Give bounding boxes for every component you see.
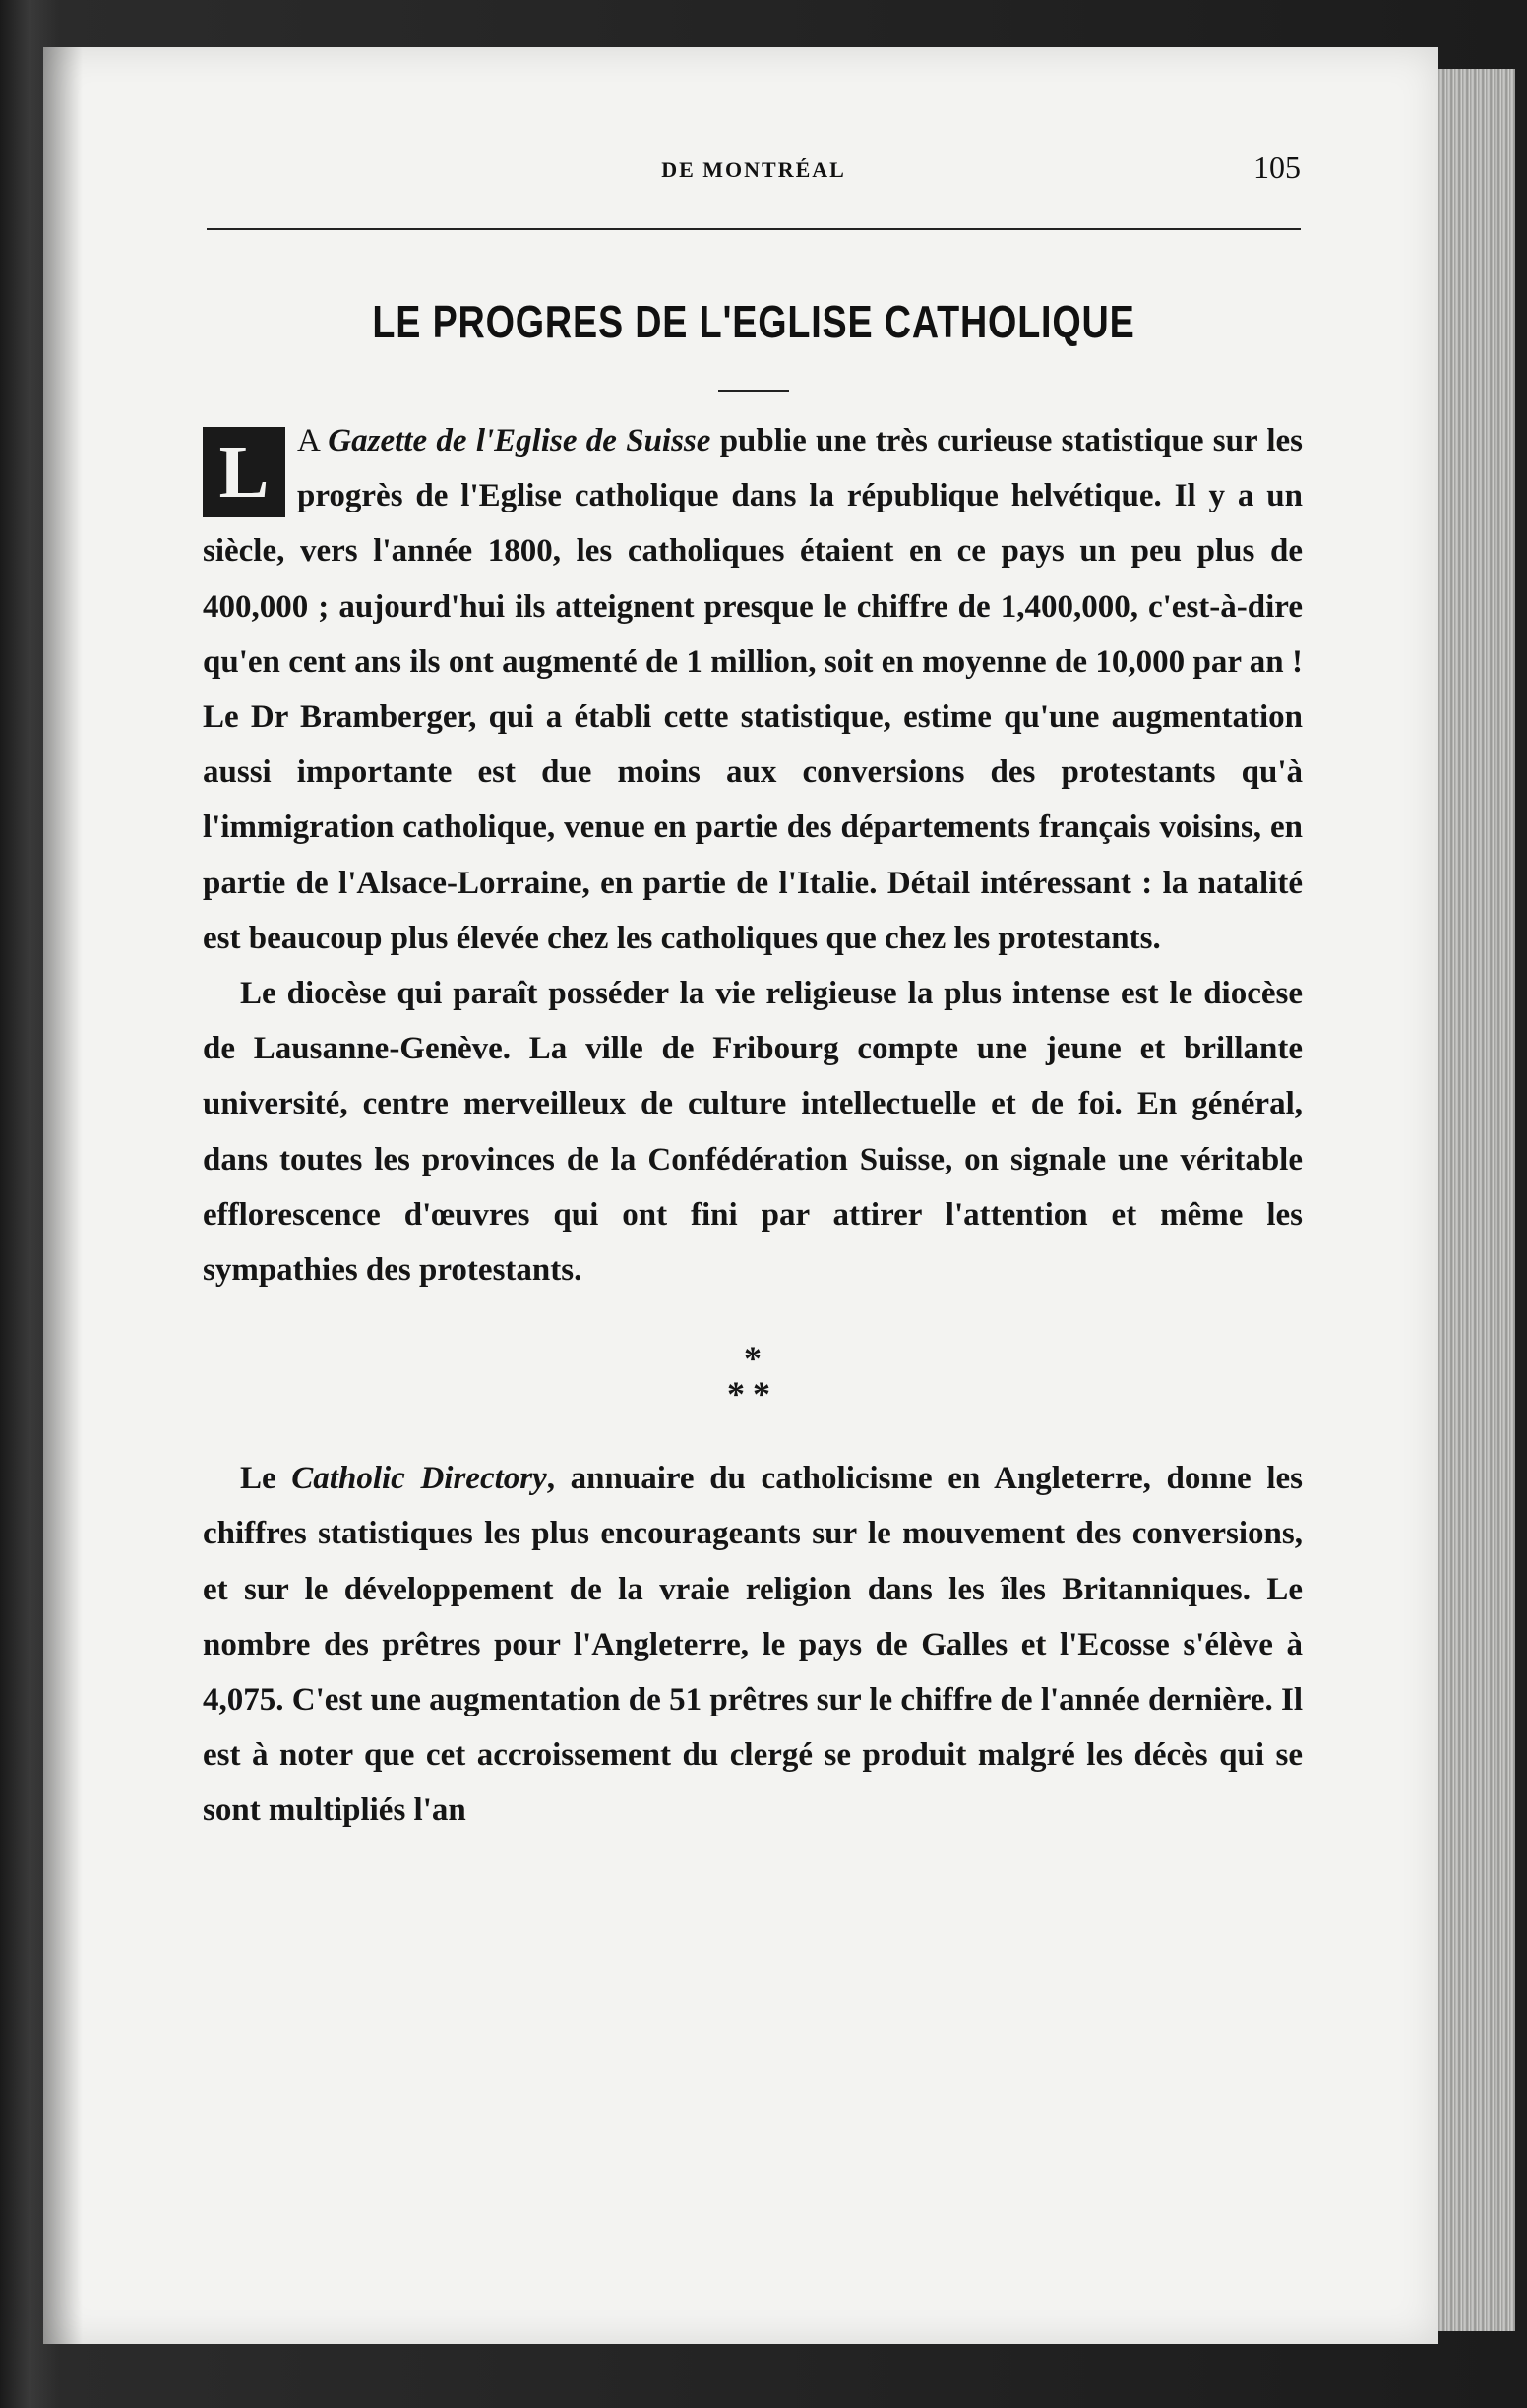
asterism-top: *	[744, 1339, 762, 1379]
asterism-separator	[203, 1339, 1303, 1415]
publication-title-directory: Catholic Directory	[291, 1461, 547, 1497]
asterism-bottom: **	[727, 1374, 778, 1415]
paragraph-2: Le diocèse qui paraît posséder la vie religieuse la plus intense est le diocèse de Lausanne-Genève. La ville de Fribourg compte une jeune et brillante université, centre merveilleux de culture intellectuelle et de foi. En général, dans toutes les provinces de la Confédération Suisse, on signale une véritable efflorescence d'œuvres qui ont fini par attirer l'attention et même les sympathies des protestants.	[203, 976, 1303, 1289]
page-edges	[1438, 69, 1515, 2331]
paragraph-1	[203, 413, 1303, 966]
binding-shadow	[43, 47, 83, 2344]
page-number: 105	[1253, 150, 1301, 185]
paragraph-3	[203, 1451, 1303, 1837]
running-title: DE MONTRÉAL	[661, 157, 846, 182]
drop-cap-initial: L	[203, 427, 285, 517]
paragraph-1-text: publie une très curieuse statistique sur les progrès de l'Eglise catholique dans la république helvétique. Il y a un siècle, vers l'année 1800, les catholiques étaient en ce pays un peu plus de 400,000 ; aujourd'hui ils atteignent presque le chiffre de 1,400,000, c'est-à-dire qu'en cent ans ils ont augmenté de 1 million, soit en moyenne de 10,000 par an ! Le Dr Bramberger, qui a établi cette statistique, estime qu'une augmentation aussi importante est due moins aux conversions des protestants qu'à l'immigration catholique, venue en partie des départements français voisins, en partie de l'Alsace-Lorraine, en partie de l'Italie. Détail intéressant : la natalité est beaucoup plus élevée chez les catholiques que chez les protestants.	[203, 423, 1303, 956]
title-rule	[718, 390, 789, 392]
article-title: LE PROGRES DE L'EGLISE CATHOLIQUE	[372, 296, 1135, 347]
article-body	[203, 413, 1303, 1838]
paragraph-3-text: , annuaire du catholicisme en Angleterre, donne les chiffres statistiques les plus encourageants sur le mouvement des conversions, et sur le développement de la vraie religion dans les îles Britanniques. Le nombre des prêtres pour l'Angleterre, le pays de Galles et l'Ecosse s'élève à 4,075. C'est une augmentation de 51 prêtres sur le chiffre de l'année dernière. Il est à noter que cet accroissement du clergé se produit malgré les décès qui se sont multipliés l'an	[203, 1461, 1303, 1829]
page-header	[207, 148, 1301, 193]
paragraph-3-start: Le	[240, 1461, 292, 1497]
header-rule	[207, 228, 1301, 230]
drop-cap-rest: A	[297, 423, 329, 458]
publication-title-gazette: Gazette de l'Eglise de Suisse	[328, 423, 711, 458]
